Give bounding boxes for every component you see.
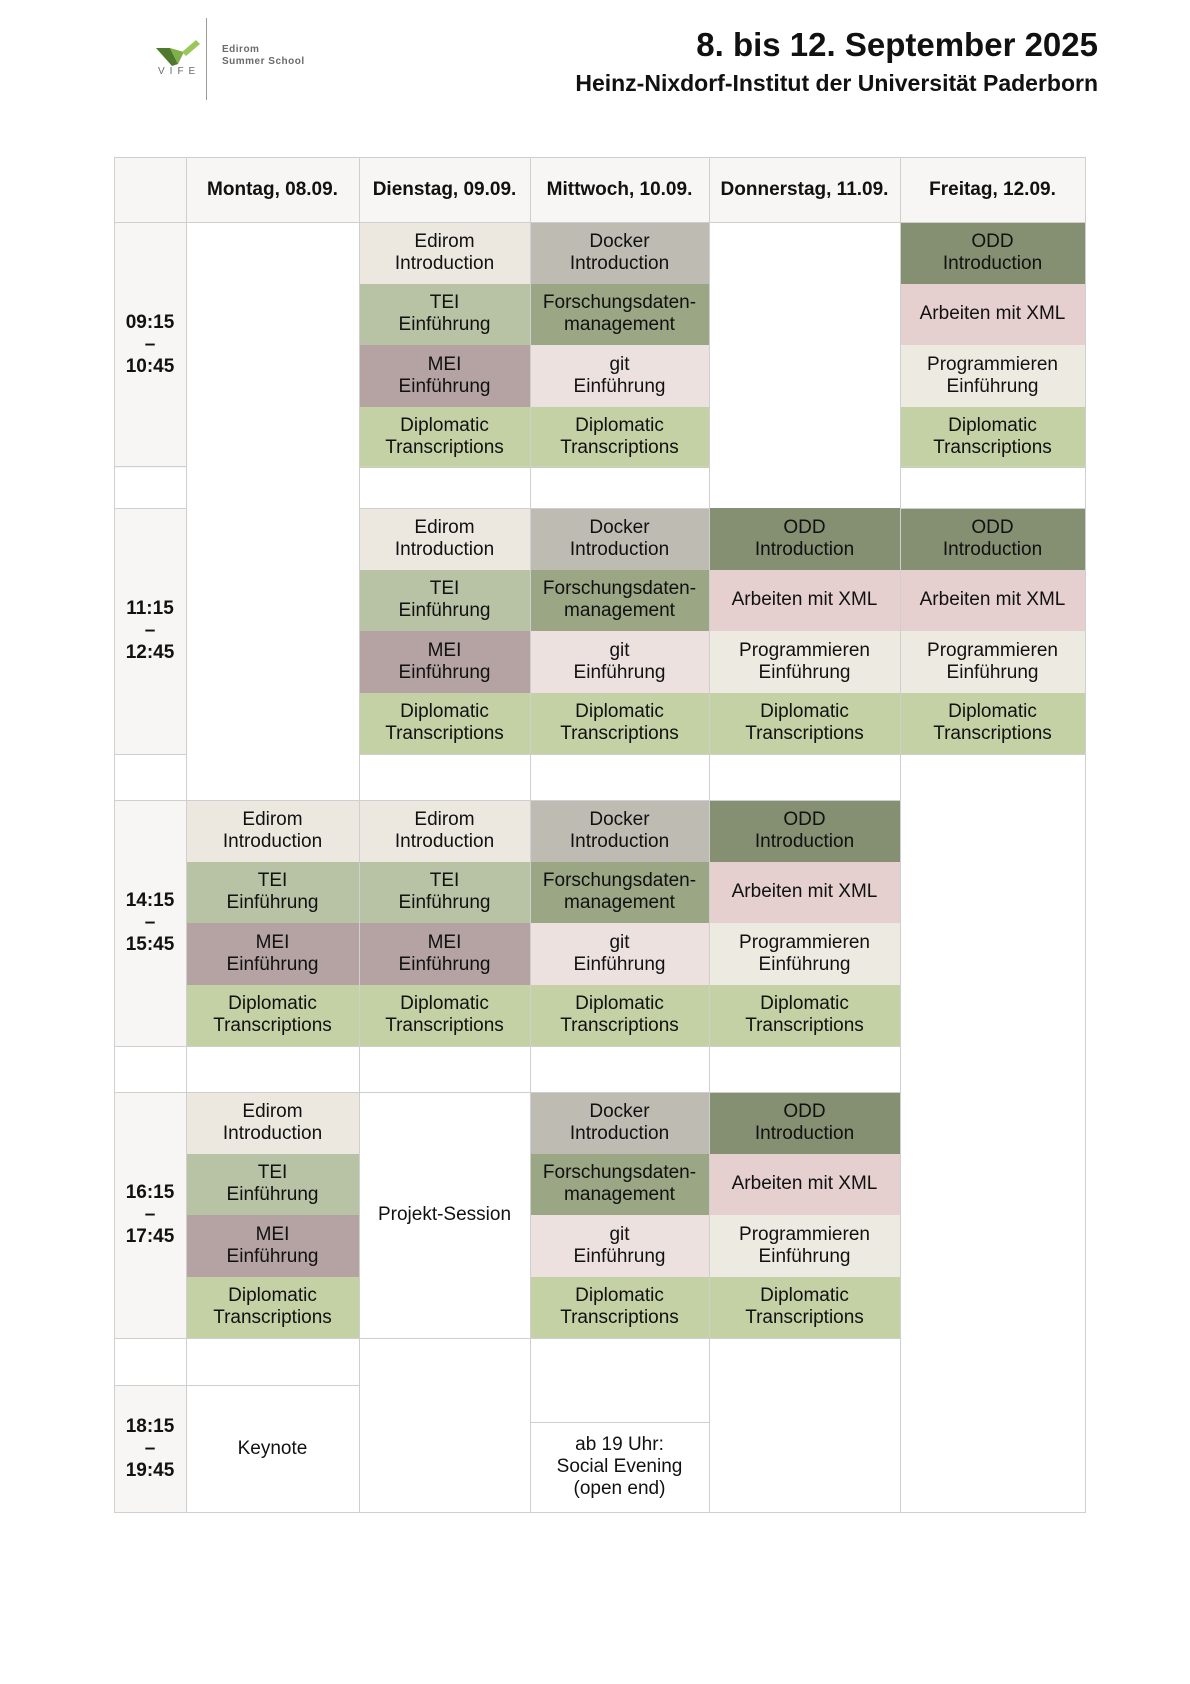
page-subtitle: Heinz-Nixdorf-Institut der Universität Paderborn [575, 70, 1098, 96]
slot-line [530, 1092, 709, 1093]
slot-line [530, 1046, 709, 1047]
header-corner-cell [114, 157, 186, 222]
course-forschung: Forschungsdaten- management [530, 862, 709, 924]
course-xml: Arbeiten mit XML [900, 284, 1085, 346]
logo-divider [206, 18, 207, 100]
course-dipl: Diplomatic Transcriptions [530, 1277, 709, 1339]
course-edirom: Edirom Introduction [359, 222, 530, 284]
course-xml: Arbeiten mit XML [709, 570, 900, 632]
column-line [114, 157, 115, 1512]
course-git: git Einführung [530, 1215, 709, 1277]
slot-line [186, 1046, 359, 1047]
slot-line [359, 466, 530, 467]
course-dipl: Diplomatic Transcriptions [359, 985, 530, 1047]
slot-line [359, 1338, 530, 1339]
course-mei: MEI Einführung [186, 1215, 359, 1277]
day-header: Donnerstag, 11.09. [709, 157, 900, 222]
course-xml: Arbeiten mit XML [709, 1154, 900, 1216]
course-prog: Programmieren Einführung [709, 923, 900, 985]
slot-line [359, 508, 530, 509]
course-dipl: Diplomatic Transcriptions [186, 1277, 359, 1339]
slot-line [186, 1092, 359, 1093]
slot-line [530, 466, 709, 467]
slot-line [359, 1092, 530, 1093]
course-tei: TEI Einführung [359, 862, 530, 924]
course-dipl: Diplomatic Transcriptions [900, 407, 1085, 469]
logo-school-line2: Summer School [222, 56, 305, 67]
slot-line [709, 1046, 900, 1047]
keynote-cell: Keynote [237, 1437, 308, 1459]
column-line [900, 157, 901, 1512]
header-line [114, 222, 1085, 223]
course-git: git Einführung [530, 631, 709, 693]
time-slot-label: 18:15 – 19:45 [114, 1385, 186, 1512]
social-evening-cell: ab 19 Uhr: Social Evening (open end) [556, 1434, 683, 1499]
time-row-line [114, 508, 186, 509]
course-xml: Arbeiten mit XML [709, 862, 900, 924]
column-line [186, 157, 187, 1512]
table-top-border [114, 157, 1085, 158]
course-git: git Einführung [530, 345, 709, 407]
slot-line [359, 754, 530, 755]
course-prog: Programmieren Einführung [900, 631, 1085, 693]
course-tei: TEI Einführung [359, 570, 530, 632]
time-slot-label: 11:15 – 12:45 [114, 508, 186, 754]
course-dipl: Diplomatic Transcriptions [530, 693, 709, 755]
course-prog: Programmieren Einführung [900, 345, 1085, 407]
course-mei: MEI Einführung [359, 345, 530, 407]
slot-line [530, 1338, 709, 1339]
time-row-line [114, 1046, 186, 1047]
course-dipl: Diplomatic Transcriptions [709, 693, 900, 755]
course-odd: ODD Introduction [900, 222, 1085, 284]
slot-line [530, 754, 709, 755]
course-mei: MEI Einführung [359, 631, 530, 693]
column-line [359, 157, 360, 1512]
page-title: 8. bis 12. September 2025 [696, 26, 1098, 63]
course-dipl: Diplomatic Transcriptions [709, 985, 900, 1047]
vife-logo-icon [156, 40, 200, 66]
course-edirom: Edirom Introduction [359, 508, 530, 570]
day-header: Montag, 08.09. [186, 157, 359, 222]
course-prog: Programmieren Einführung [709, 1215, 900, 1277]
slot-line [186, 800, 359, 801]
slot-line [186, 1385, 359, 1386]
slot-line [709, 1092, 900, 1093]
course-dipl: Diplomatic Transcriptions [709, 1277, 900, 1339]
course-xml: Arbeiten mit XML [900, 570, 1085, 632]
course-forschung: Forschungsdaten- management [530, 1154, 709, 1216]
column-line [709, 157, 710, 1512]
time-row-line [114, 1092, 186, 1093]
day-header: Freitag, 12.09. [900, 157, 1085, 222]
course-tei: TEI Einführung [186, 1154, 359, 1216]
logo-mark: VIFE [158, 66, 201, 77]
course-odd: ODD Introduction [900, 508, 1085, 570]
course-git: git Einführung [530, 923, 709, 985]
time-slot-label: 09:15 – 10:45 [114, 222, 186, 468]
course-odd: ODD Introduction [709, 508, 900, 570]
course-dipl: Diplomatic Transcriptions [530, 407, 709, 469]
slot-line [359, 800, 530, 801]
course-dipl: Diplomatic Transcriptions [530, 985, 709, 1047]
course-docker: Docker Introduction [530, 1092, 709, 1154]
time-slot-label: 16:15 – 17:45 [114, 1092, 186, 1338]
column-line [530, 157, 531, 1512]
course-prog: Programmieren Einführung [709, 631, 900, 693]
table-bottom-border [114, 1512, 1086, 1513]
course-edirom: Edirom Introduction [186, 1092, 359, 1154]
course-edirom: Edirom Introduction [359, 800, 530, 862]
slot-line [709, 1338, 900, 1339]
course-forschung: Forschungsdaten- management [530, 284, 709, 346]
time-row-line [114, 1338, 186, 1339]
logo [156, 18, 316, 100]
logo-school-name [222, 44, 305, 68]
slot-line [709, 754, 900, 755]
time-row-line [114, 1385, 186, 1386]
course-odd: ODD Introduction [709, 1092, 900, 1154]
course-docker: Docker Introduction [530, 222, 709, 284]
slot-line [709, 800, 900, 801]
slot-line [900, 754, 1085, 755]
course-dipl: Diplomatic Transcriptions [186, 985, 359, 1047]
course-odd: ODD Introduction [709, 800, 900, 862]
slot-line [186, 1338, 359, 1339]
course-edirom: Edirom Introduction [186, 800, 359, 862]
course-dipl: Diplomatic Transcriptions [359, 693, 530, 755]
course-mei: MEI Einführung [359, 923, 530, 985]
course-tei: TEI Einführung [359, 284, 530, 346]
day-header: Dienstag, 09.09. [359, 157, 530, 222]
course-tei: TEI Einführung [186, 862, 359, 924]
time-slot-label: 14:15 – 15:45 [114, 800, 186, 1046]
slot-line [900, 466, 1085, 467]
column-line [1085, 157, 1086, 1512]
projekt-session-cell: Projekt-Session [377, 1204, 512, 1225]
course-docker: Docker Introduction [530, 800, 709, 862]
time-row-line [114, 466, 186, 467]
course-docker: Docker Introduction [530, 508, 709, 570]
time-row-line [114, 754, 186, 755]
slot-line [900, 508, 1085, 509]
day-header: Mittwoch, 10.09. [530, 157, 709, 222]
logo-school-line1: Edirom [222, 44, 260, 55]
slot-line [530, 1422, 709, 1423]
slot-line [359, 1046, 530, 1047]
course-dipl: Diplomatic Transcriptions [900, 693, 1085, 755]
time-row-line [114, 800, 186, 801]
course-forschung: Forschungsdaten- management [530, 570, 709, 632]
slot-line [530, 508, 709, 509]
course-dipl: Diplomatic Transcriptions [359, 407, 530, 469]
course-mei: MEI Einführung [186, 923, 359, 985]
slot-line [530, 800, 709, 801]
